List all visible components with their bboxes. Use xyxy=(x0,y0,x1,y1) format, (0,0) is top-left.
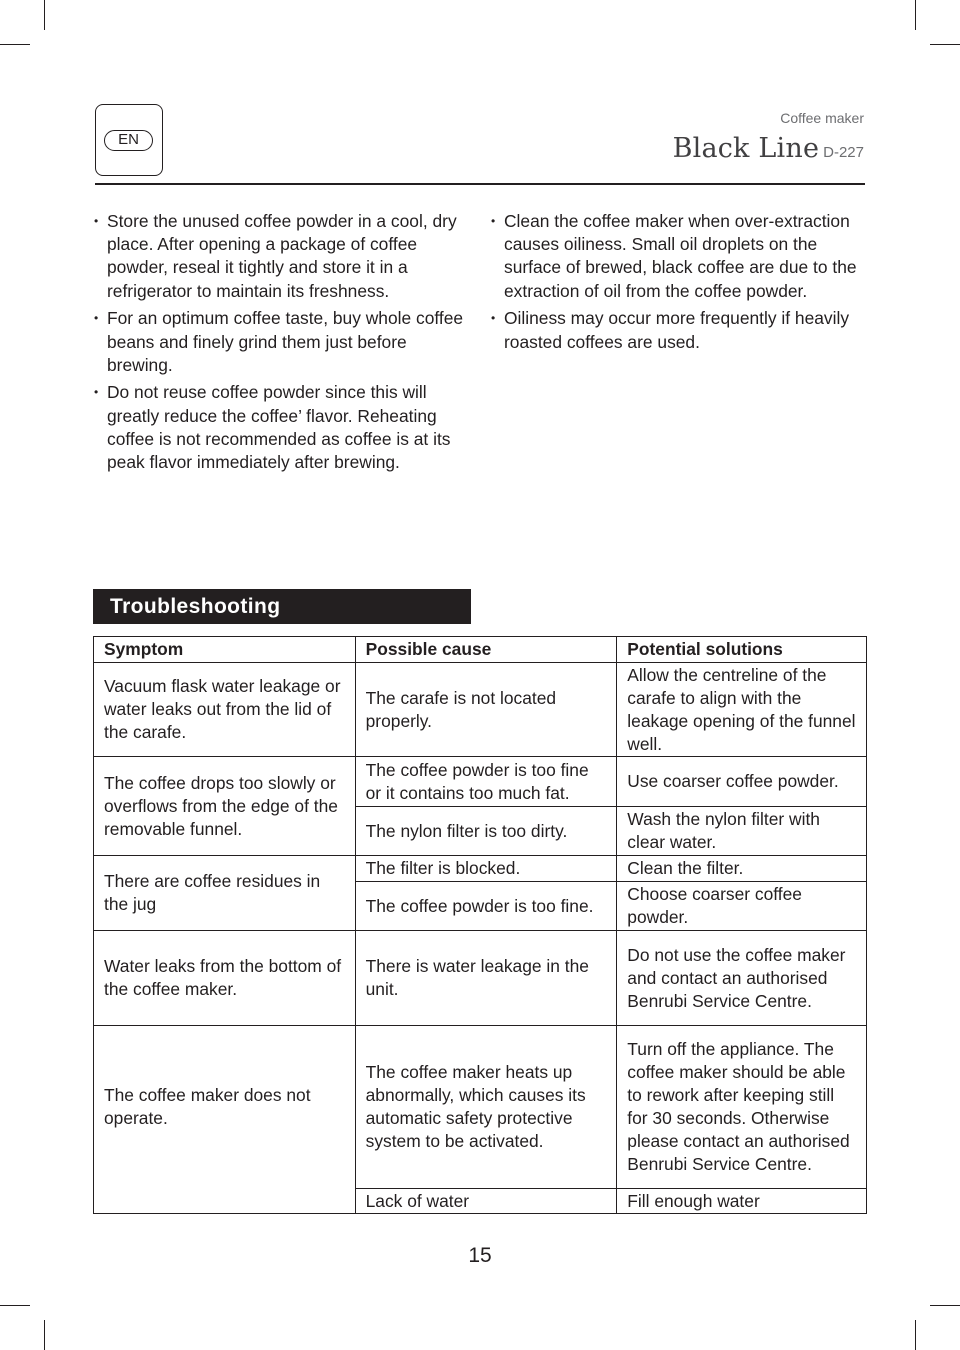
solution-cell: Do not use the coffee maker and contact an authorised Benrubi Service Centre. xyxy=(617,931,867,1026)
crop-mark xyxy=(0,44,30,45)
table-row xyxy=(94,931,867,1026)
crop-mark xyxy=(915,1320,916,1350)
crop-mark xyxy=(930,1305,960,1306)
solution-cell: Wash the nylon filter with clear water. xyxy=(617,807,867,856)
solution-cell: Fill enough water xyxy=(617,1189,867,1214)
column-header: Potential solutions xyxy=(617,637,867,663)
cause-cell: The coffee powder is too fine or it contains too much fat. xyxy=(355,757,617,807)
page-number: 15 xyxy=(468,1244,492,1267)
cause-cell: Lack of water xyxy=(355,1189,617,1214)
crop-mark xyxy=(0,1305,30,1306)
tip-item: • For an optimum coffee taste, buy whole coffee beans and finely grind them just before brewing. xyxy=(94,307,464,377)
brand-name: Black Line xyxy=(672,133,820,164)
cause-cell: The nylon filter is too dirty. xyxy=(355,807,617,856)
language-badge xyxy=(95,104,163,176)
column-header: Symptom xyxy=(94,637,356,663)
troubleshooting-table xyxy=(93,636,867,1214)
cause-cell: The carafe is not located properly. xyxy=(355,663,617,757)
symptom-cell: Vacuum flask water leakage or water leaks out from the lid of the carafe. xyxy=(94,663,356,757)
tips-left-column xyxy=(94,210,464,479)
cause-cell: The coffee maker heats up abnormally, which causes its automatic safety protective system to be activated. xyxy=(355,1026,617,1189)
language-label: EN xyxy=(104,130,153,151)
symptom-cell: The coffee maker does not operate. xyxy=(94,1026,356,1214)
crop-mark xyxy=(915,0,916,30)
symptom-cell: The coffee drops too slowly or overflows from the edge of the removable funnel. xyxy=(94,757,356,856)
tip-item: • Store the unused coffee powder in a cool, dry place. After opening a package of coffee powder, reseal it tightly and store it in a refrigerator to maintain its freshness. xyxy=(94,210,464,303)
solution-cell: Allow the centreline of the carafe to align with the leakage opening of the funnel well. xyxy=(617,663,867,757)
cause-cell: The filter is blocked. xyxy=(355,856,617,882)
tip-item: • Oiliness may occur more frequently if heavily roasted coffees are used. xyxy=(491,307,866,353)
crop-mark xyxy=(44,0,45,30)
table-row xyxy=(94,757,867,807)
cause-cell: There is water leakage in the unit. xyxy=(355,931,617,1026)
symptom-cell: There are coffee residues in the jug xyxy=(94,856,356,931)
model-number: D-227 xyxy=(823,144,864,161)
table-header-row xyxy=(94,637,867,663)
tip-item: • Do not reuse coffee powder since this will greatly reduce the coffee’ flavor. Reheating coffee is not recommended as coffee is at its peak flavor immediately after brewing. xyxy=(94,381,464,474)
tip-item: • Clean the coffee maker when over-extraction causes oiliness. Small oil droplets on the surface of brewed, black coffee are due to the extraction of oil from the coffee powder. xyxy=(491,210,866,303)
product-category: Coffee maker xyxy=(780,110,864,126)
section-title: Troubleshooting xyxy=(93,589,471,624)
symptom-cell: Water leaks from the bottom of the coffee maker. xyxy=(94,931,356,1026)
solution-cell: Turn off the appliance. The coffee maker should be able to rework after keeping still for 30 seconds. Otherwise please contact an authorised Benrubi Service Centre. xyxy=(617,1026,867,1189)
cause-cell: The coffee powder is too fine. xyxy=(355,882,617,931)
crop-mark xyxy=(930,44,960,45)
table-row xyxy=(94,1026,867,1189)
column-header: Possible cause xyxy=(355,637,617,663)
brand-logo xyxy=(673,133,864,164)
crop-mark xyxy=(44,1320,45,1350)
solution-cell: Clean the filter. xyxy=(617,856,867,882)
header-divider xyxy=(95,183,865,185)
solution-cell: Choose coarser coffee powder. xyxy=(617,882,867,931)
tips-right-column xyxy=(491,210,866,358)
table-row xyxy=(94,663,867,757)
table-row xyxy=(94,856,867,882)
solution-cell: Use coarser coffee powder. xyxy=(617,757,867,807)
